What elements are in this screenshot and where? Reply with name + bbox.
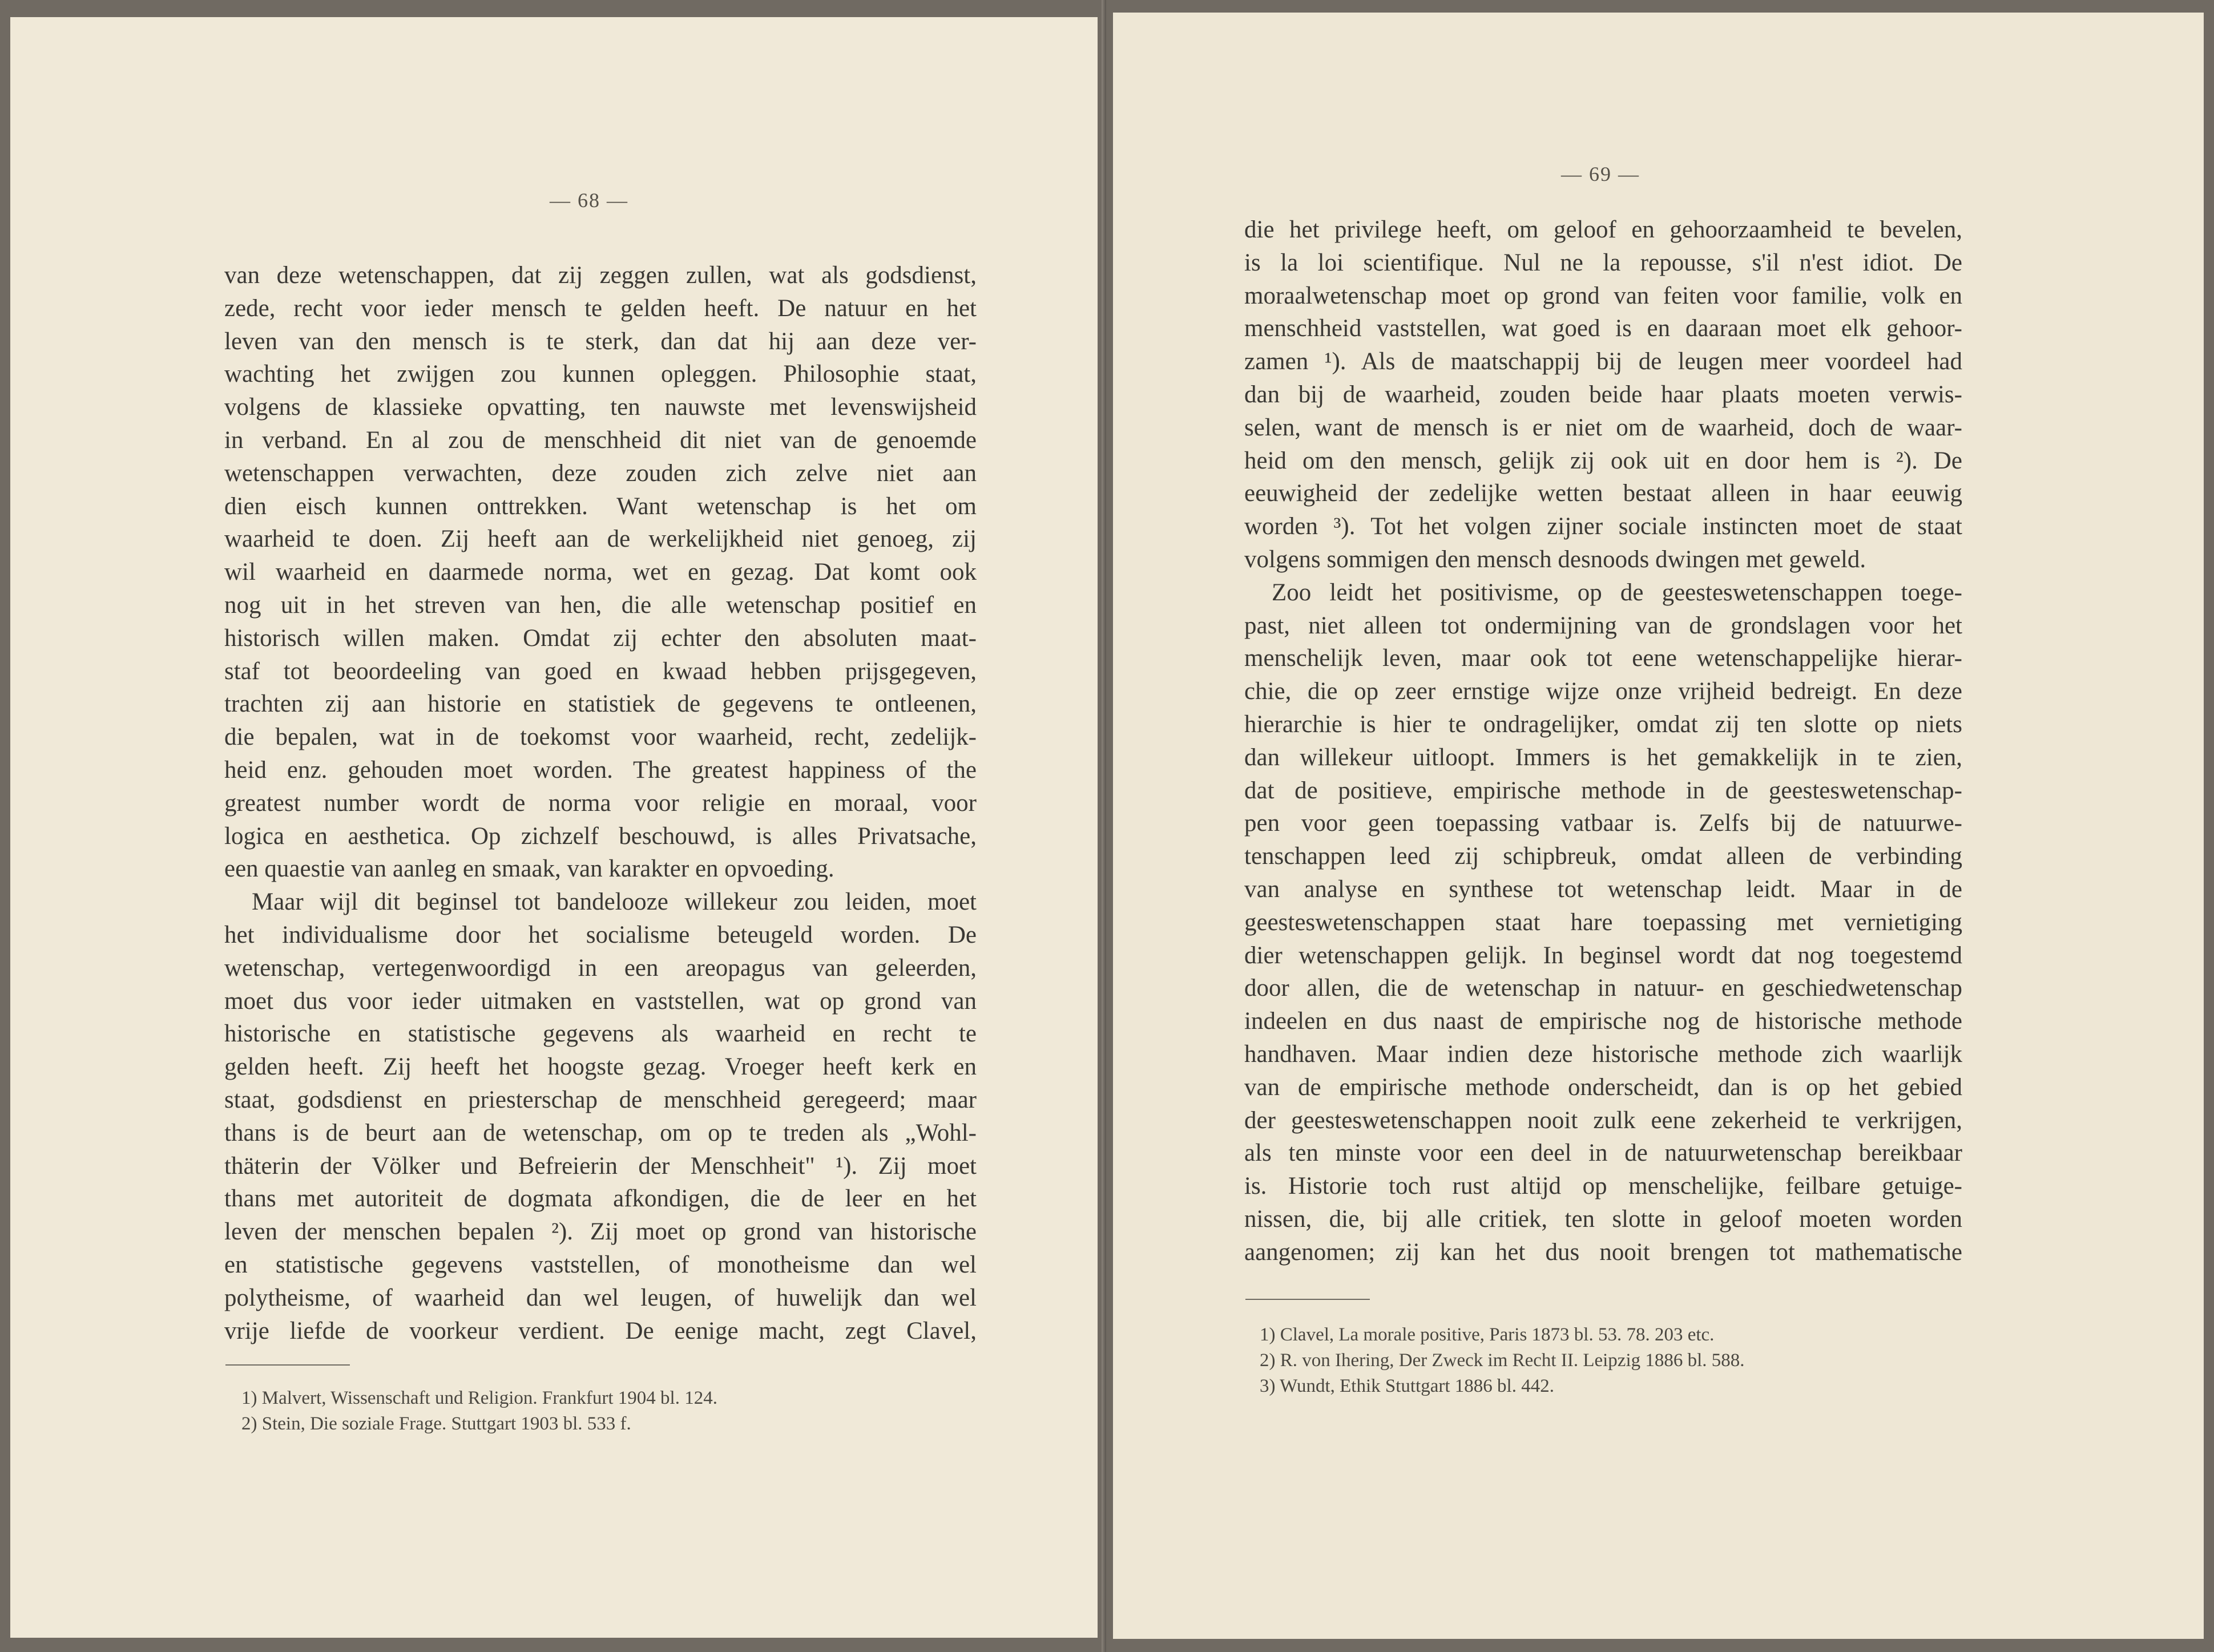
left-footnote-rule [225, 1364, 350, 1366]
text-line: dan willekeur uitloopt. Immers is het gemakkelijk in te zien, [1244, 744, 1962, 771]
left-footnotes [241, 1386, 717, 1437]
text-line: staf tot beoordeeling van goed en kwaad hebben prijsgegeven, [224, 657, 977, 685]
text-line: leven van den mensch is te sterk, dan dat hij aan deze ver- [224, 328, 977, 355]
left-page [10, 17, 1098, 1638]
text-line: volgens de klassieke opvatting, ten nauwste met levenswijsheid [224, 394, 977, 421]
text-line: menschheid vaststellen, wat goed is en daaraan moet elk gehoor- [1244, 315, 1962, 342]
text-line: is la loi scientifique. Nul ne la repousse, s'il n'est idiot. De [1244, 249, 1962, 276]
text-line: selen, want de mensch is er niet om de waarheid, doch de waar- [1244, 414, 1962, 441]
text-line: nog uit in het streven van hen, die alle wetenschap positief en [224, 591, 977, 619]
text-line: indeelen en dus naast de empirische nog de historische methode [1244, 1008, 1962, 1035]
text-line: pen voor geen toepassing vatbaar is. Zelfs bij de natuurwe- [1244, 810, 1962, 837]
text-line: van analyse en synthese tot wetenschap leidt. Maar in de [1244, 875, 1962, 903]
text-line: waarheid te doen. Zij heeft aan de werkelijkheid niet genoeg, zij [224, 526, 977, 553]
text-line: Maar wijl dit beginsel tot bandelooze willekeur zou leiden, moet [252, 888, 977, 916]
text-line: dien eisch kunnen onttrekken. Want wetenschap is het om [224, 492, 977, 520]
text-line: volgens sommigen den mensch desnoods dwingen met geweld. [1244, 546, 1866, 573]
text-line: en statistische gegevens vaststellen, of monotheisme dan wel [224, 1251, 977, 1278]
right-footnote-rule [1245, 1299, 1370, 1300]
text-line: zamen ¹). Als de maatschappij bij de leugen meer voordeel had [1244, 348, 1962, 375]
text-line: trachten zij aan historie en statistiek de gegevens te ontleenen, [224, 690, 977, 718]
text-line: worden ³). Tot het volgen zijner sociale instincten moet de staat [1244, 513, 1962, 540]
text-line: vrije liefde de voorkeur verdient. De eenige macht, zegt Clavel, [224, 1317, 977, 1344]
text-line: die bepalen, wat in de toekomst voor waarheid, recht, zedelijk- [224, 724, 977, 751]
text-line: in verband. En al zou de menschheid dit niet van de genoemde [224, 426, 977, 454]
text-line: wetenschappen verwachten, deze zouden zich zelve niet aan [224, 459, 977, 487]
text-line: handhaven. Maar indien deze historische methode zich waarlijk [1244, 1040, 1962, 1068]
footnote: 3) Wundt, Ethik Stuttgart 1886 bl. 442. [1260, 1376, 1554, 1396]
text-line: dier wetenschappen gelijk. In beginsel wordt dat nog toegestemd [1244, 942, 1962, 969]
text-line: geesteswetenschappen staat hare toepassing met vernietiging [1244, 908, 1962, 936]
right-body-text [1244, 213, 1962, 1269]
text-line: aangenomen; zij kan het dus nooit brengen tot mathematische [1244, 1238, 1962, 1266]
text-line: tenschappen leed zij schipbreuk, omdat alleen de verbinding [1244, 843, 1962, 870]
text-line: thans is de beurt aan de wetenschap, om op te treden als „Wohl- [224, 1119, 977, 1146]
text-line: zede, recht voor ieder mensch te gelden heeft. De natuur en het [224, 294, 977, 322]
text-line: leven der menschen bepalen ²). Zij moet op grond van historische [224, 1218, 977, 1246]
text-line: van de empirische methode onderscheidt, dan is op het gebied [1244, 1073, 1962, 1101]
text-line: polytheisme, of waarheid dan wel leugen, of huwelijk dan wel [224, 1284, 977, 1311]
text-line: menschelijk leven, maar ook tot eene wetenschappelijke hierar- [1244, 645, 1962, 672]
text-line: historisch willen maken. Omdat zij echter den absoluten maat- [224, 624, 977, 652]
text-line: van deze wetenschappen, dat zij zeggen zullen, wat als godsdienst, [224, 262, 977, 289]
text-line: heid enz. gehouden moet worden. The greatest happiness of the [224, 756, 977, 783]
text-line: als ten minste voor een deel in de natuurwetenschap bereikbaar [1244, 1140, 1962, 1167]
text-line: wetenschap, vertegenwoordigd in een areopagus van geleerden, [224, 954, 977, 981]
text-line: hierarchie is hier te ondragelijker, omdat zij ten slotte op niets [1244, 710, 1962, 738]
text-line: is. Historie toch rust altijd op menschelijke, feilbare getuige- [1244, 1173, 1962, 1200]
footnote: 2) R. von Ihering, Der Zweck im Recht II. Leipzig 1886 bl. 588. [1260, 1350, 1745, 1371]
text-line: staat, godsdienst en priesterschap de menschheid geregeerd; maar [224, 1086, 977, 1113]
text-line: logica en aesthetica. Op zichzelf beschouwd, is alles Privatsache, [224, 822, 977, 850]
text-line: dat de positieve, empirische methode in de geesteswetenschap- [1244, 777, 1962, 804]
text-line: moet dus voor ieder uitmaken en vaststellen, wat op grond van [224, 987, 977, 1015]
text-line: nissen, die, bij alle critiek, ten slotte in geloof moeten worden [1244, 1205, 1962, 1233]
right-page [1113, 13, 2204, 1639]
page-number-69: — 69 — [1561, 163, 1640, 185]
book-gutter [1102, 0, 1106, 1652]
text-line: wachting het zwijgen zou kunnen opleggen. Philosophie staat, [224, 361, 977, 388]
text-line: chie, die op zeer ernstige wijze onze vrijheid bedreigt. En deze [1244, 678, 1962, 705]
text-line: Zoo leidt het positivisme, op de geesteswetenschappen toege- [1272, 579, 1962, 606]
text-line: greatest number wordt de norma voor religie en moraal, voor [224, 789, 977, 817]
text-line: past, niet alleen tot ondermijning van de grondslagen voor het [1244, 612, 1962, 639]
footnote: 1) Clavel, La morale positive, Paris 1873 bl. 53. 78. 203 etc. [1260, 1324, 1715, 1345]
text-line: historische en statistische gegevens als waarheid en recht te [224, 1020, 977, 1048]
text-line: thans met autoriteit de dogmata afkondigen, die de leer en het [224, 1185, 977, 1213]
text-line: thäterin der Völker und Befreierin der Menschheit" ¹). Zij moet [224, 1152, 977, 1180]
text-line: wil waarheid en daarmede norma, wet en gezag. Dat komt ook [224, 559, 977, 586]
right-footnotes [1260, 1322, 1745, 1399]
text-line: heid om den mensch, gelijk zij ook uit en door hem is ²). De [1244, 447, 1962, 474]
text-line: een quaestie van aanleg en smaak, van karakter en opvoeding. [224, 855, 834, 883]
text-line: der geesteswetenschappen nooit zulk eene zekerheid te verkrijgen, [1244, 1106, 1962, 1134]
footnote: 1) Malvert, Wissenschaft und Religion. Frankfurt 1904 bl. 124. [241, 1388, 717, 1408]
page-number-68: — 68 — [550, 189, 628, 212]
text-line: dan bij de waarheid, zouden beide haar plaats moeten verwis- [1244, 381, 1962, 408]
text-line: eeuwigheid der zedelijke wetten bestaat alleen in haar eeuwig [1244, 480, 1962, 507]
text-line: moraalwetenschap moet op grond van feiten voor familie, volk en [1244, 282, 1962, 309]
left-body-text [224, 259, 977, 1347]
footnote: 2) Stein, Die soziale Frage. Stuttgart 1903 bl. 533 f. [241, 1413, 631, 1434]
text-line: door allen, die de wetenschap in natuur- en geschiedwetenschap [1244, 975, 1962, 1002]
text-line: het individualisme door het socialisme beteugeld worden. De [224, 921, 977, 948]
text-line: gelden heeft. Zij heeft het hoogste gezag. Vroeger heeft kerk en [224, 1053, 977, 1081]
text-line: die het privilege heeft, om geloof en gehoorzaamheid te bevelen, [1244, 216, 1962, 243]
